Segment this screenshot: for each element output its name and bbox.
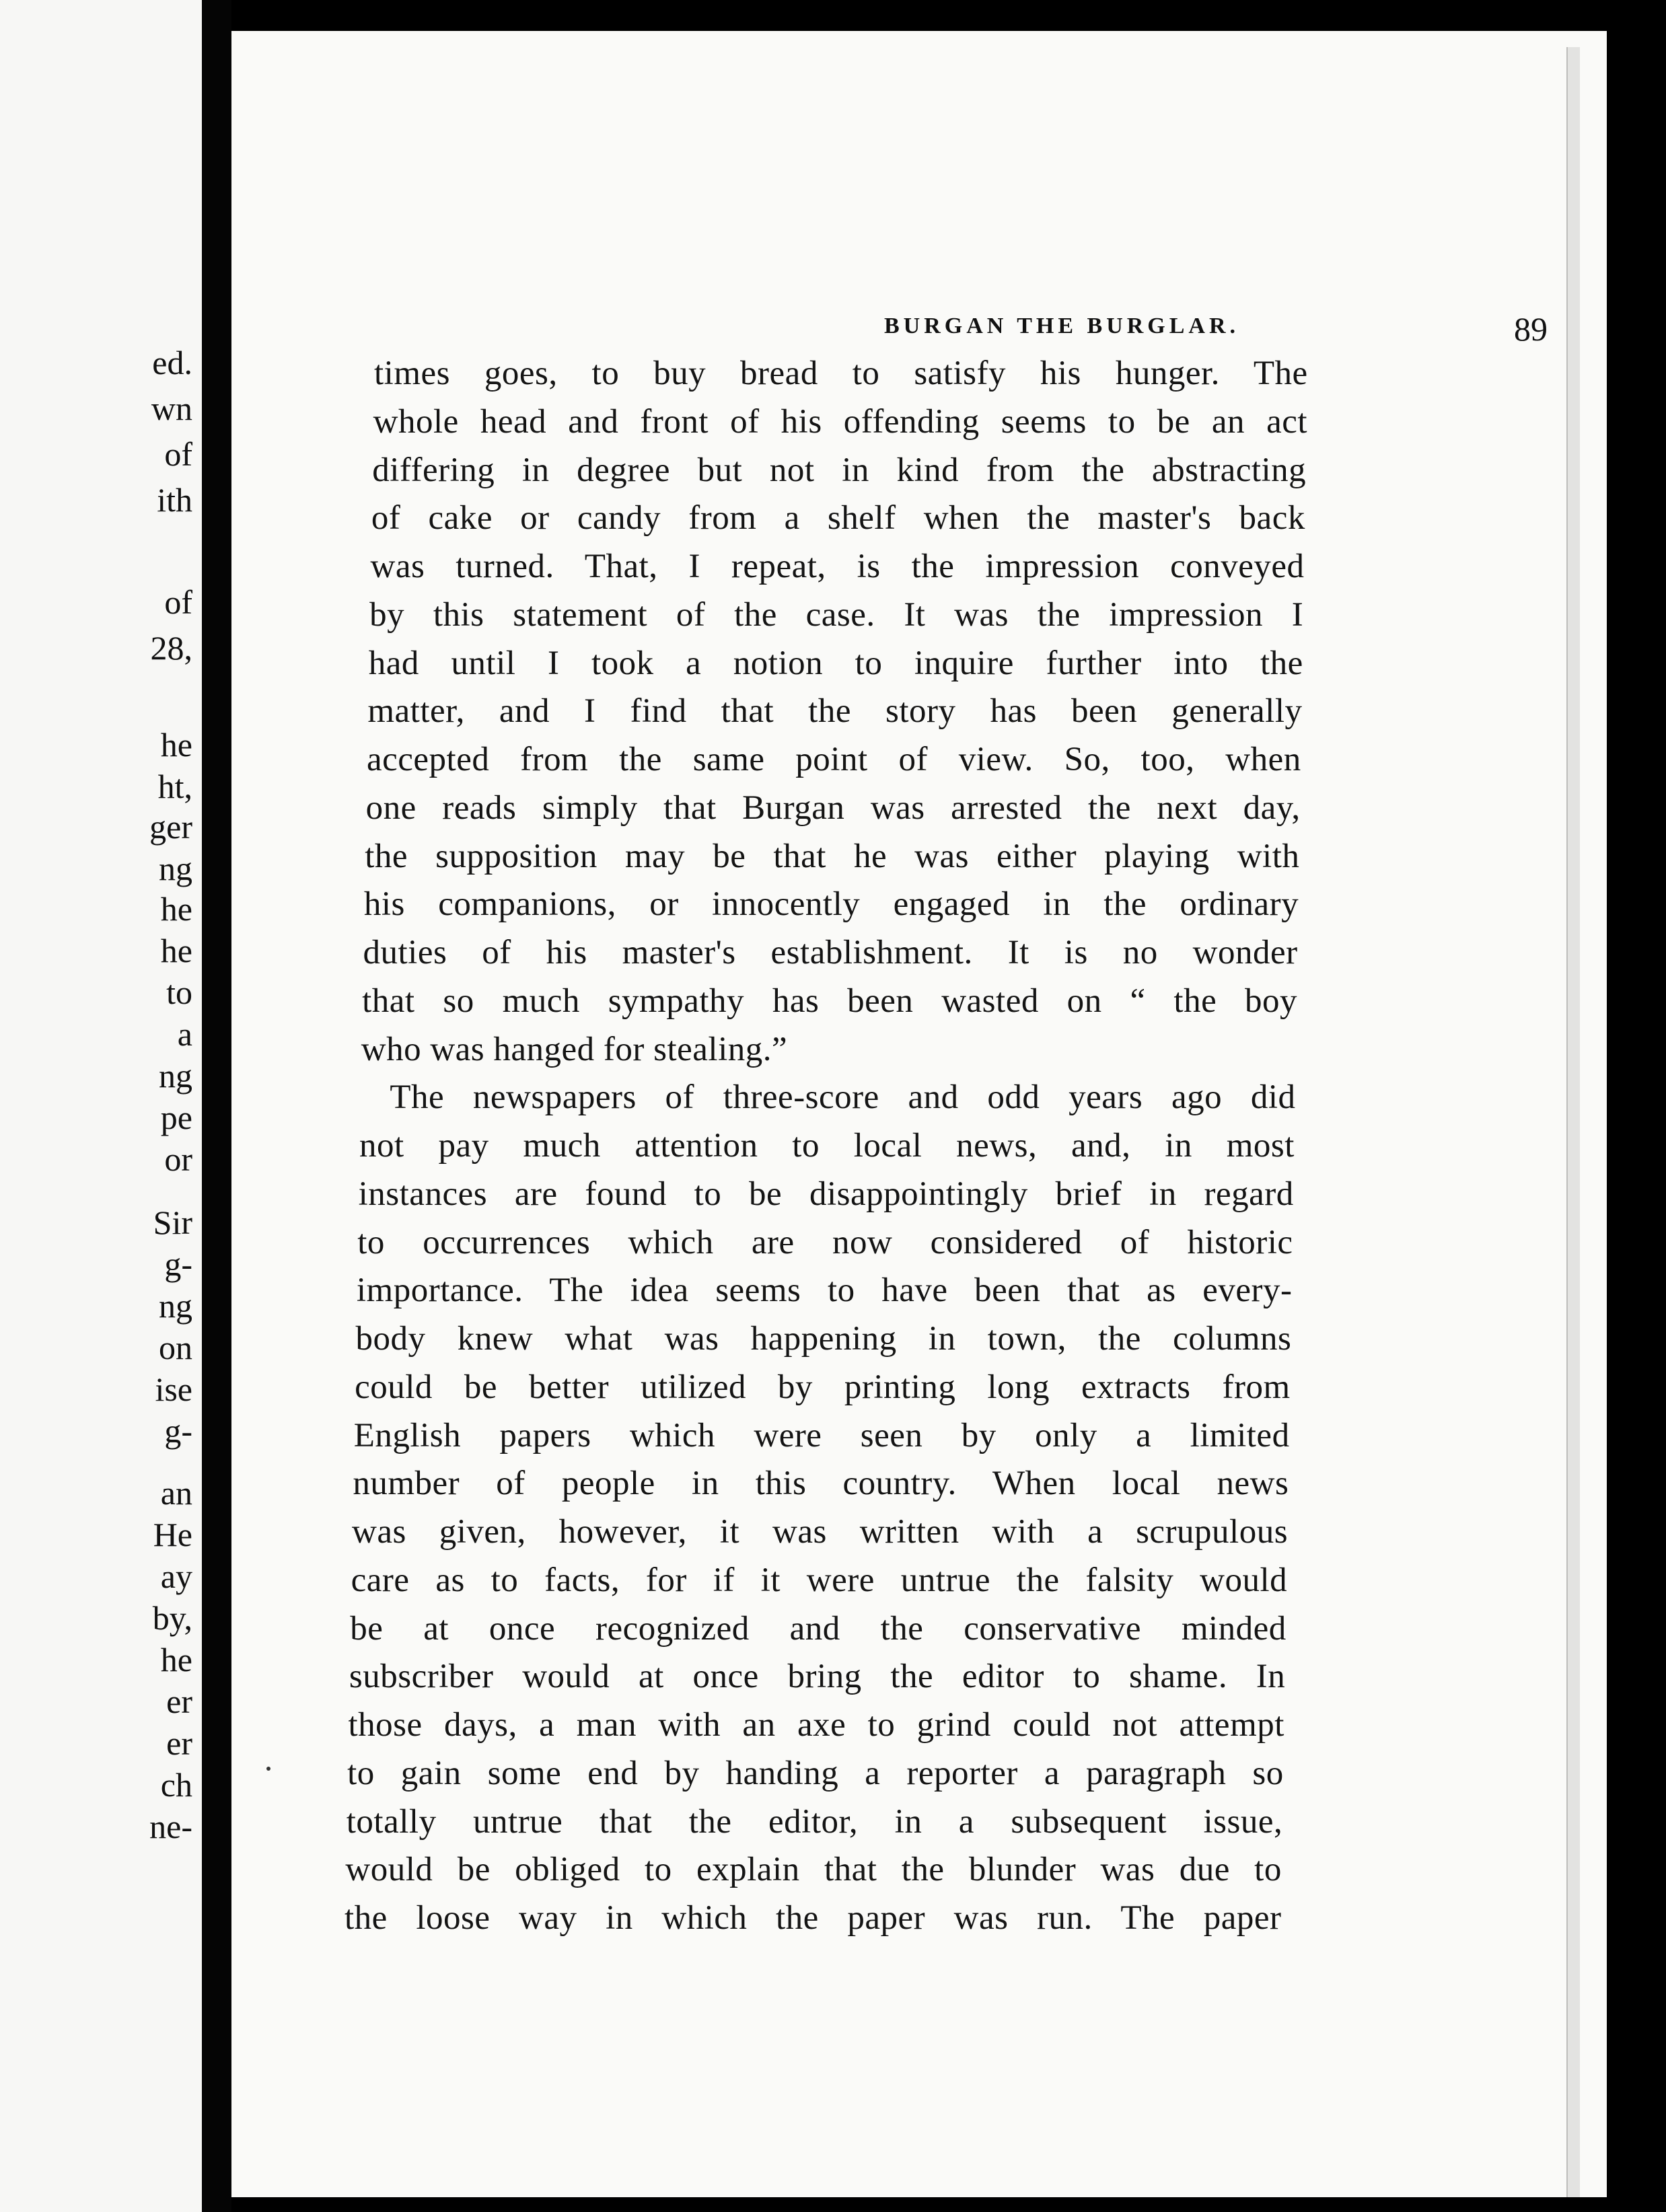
- text-line: duties of his master's establishment. It is no wonder: [363, 934, 1298, 971]
- text-line: whole head and front of his offending seems to be an act: [373, 402, 1308, 441]
- left-page-fragment: ith: [157, 481, 192, 519]
- left-page-fragment: a: [177, 1015, 192, 1053]
- text-line: instances are found to be disappointingly brief in regard: [358, 1175, 1294, 1213]
- text-line: had until I took a notion to inquire further into the: [368, 644, 1303, 682]
- text-line: totally untrue that the editor, in a subsequent issue,: [346, 1802, 1283, 1841]
- page-edge: [1566, 47, 1580, 2197]
- text-line: The newspapers of three-score and odd years ago did: [390, 1078, 1296, 1117]
- left-page-fragment: g-: [164, 1245, 192, 1283]
- left-page-fragment: an: [160, 1474, 192, 1512]
- page-number: 89: [1514, 310, 1548, 348]
- left-page-fragment: he: [160, 932, 192, 969]
- left-page-fragment: ger: [149, 808, 192, 846]
- text-line: importance. The idea seems to have been that as every-: [356, 1271, 1293, 1310]
- left-page-fragment: he: [160, 890, 192, 928]
- text-line: by this statement of the case. It was the impression I: [369, 595, 1304, 634]
- left-page-fragment: ng: [159, 1057, 192, 1095]
- text-line: was given, however, it was written with a scrupulous: [352, 1513, 1289, 1551]
- left-page-fragment: ch: [160, 1766, 192, 1804]
- left-page-fragment: pe: [160, 1099, 192, 1136]
- text-line: who was hanged for stealing.”: [361, 1030, 788, 1068]
- book-page: [231, 31, 1607, 2197]
- left-page-fragment: ise: [155, 1370, 192, 1408]
- text-line: of cake or candy from a shelf when the master's back: [371, 499, 1305, 538]
- left-page-fragment: by,: [152, 1599, 192, 1637]
- text-line: the supposition may be that he was either playing with: [365, 837, 1300, 875]
- running-header: BURGAN THE BURGLAR.: [884, 314, 1240, 338]
- left-page-fragment: He: [153, 1516, 192, 1553]
- text-line: body knew what was happening in town, the columns: [355, 1320, 1292, 1358]
- left-page-fragment: ne-: [149, 1808, 192, 1845]
- left-page-fragment: he: [160, 1641, 192, 1679]
- left-page-fragment: 28,: [150, 629, 192, 667]
- left-page-fragment: Sir: [153, 1204, 192, 1241]
- text-line: not pay much attention to local news, and, in most: [359, 1127, 1295, 1165]
- left-page-fragment: to: [166, 973, 192, 1011]
- text-line: differing in degree but not in kind from the abstracting: [372, 451, 1307, 489]
- text-line: be at once recognized and the conservative minded: [350, 1609, 1287, 1648]
- left-page-fragment: ed.: [152, 344, 192, 381]
- text-line: subscriber would at once bring the editor to shame. In: [349, 1658, 1286, 1696]
- text-line: the loose way in which the paper was run. The paper: [345, 1899, 1282, 1937]
- left-page-fragment: of: [164, 435, 192, 473]
- left-page-fragment: ng: [159, 850, 192, 887]
- left-page-fragment: ng: [159, 1287, 192, 1325]
- left-page-fragment: er: [166, 1683, 192, 1720]
- text-line: one reads simply that Burgan was arrested the next day,: [365, 788, 1301, 827]
- text-line: matter, and I find that the story has been generally: [367, 692, 1303, 731]
- text-line: to gain some end by handing a reporter a paragraph so: [347, 1754, 1284, 1792]
- left-facing-page: [0, 0, 202, 2212]
- left-page-fragment: on: [159, 1329, 192, 1366]
- left-page-fragment: g-: [164, 1412, 192, 1450]
- left-page-fragment: wn: [151, 390, 192, 427]
- text-line: to occurrences which are now considered of historic: [357, 1223, 1293, 1261]
- scan-border: [1607, 0, 1666, 2212]
- text-line: accepted from the same point of view. So, too, when: [367, 741, 1301, 778]
- left-page-fragment: ay: [160, 1557, 192, 1595]
- text-line: his companions, or innocently engaged in the ordinary: [363, 885, 1299, 924]
- ink-speck: [266, 1767, 270, 1771]
- text-line: that so much sympathy has been wasted on “ the boy: [362, 982, 1298, 1020]
- text-line: number of people in this country. When local news: [353, 1465, 1289, 1503]
- text-line: times goes, to buy bread to satisfy his hunger. The: [374, 355, 1308, 392]
- left-page-fragment: of: [164, 583, 192, 621]
- left-page-fragment: he: [160, 726, 192, 764]
- left-page-fragment: ht,: [157, 768, 192, 805]
- text-line: those days, a man with an axe to grind could not attempt: [348, 1706, 1284, 1744]
- text-line: English papers which were seen by only a limited: [353, 1416, 1290, 1454]
- text-line: could be better utilized by printing long extracts from: [355, 1368, 1291, 1406]
- text-line: would be obliged to explain that the blunder was due to: [345, 1851, 1282, 1889]
- left-page-fragment: er: [166, 1724, 192, 1762]
- text-line: care as to facts, for if it were untrue the falsity would: [351, 1561, 1288, 1599]
- text-line: was turned. That, I repeat, is the impression conveyed: [370, 548, 1305, 585]
- left-page-fragment: or: [164, 1140, 192, 1178]
- page-gutter: [202, 0, 231, 2212]
